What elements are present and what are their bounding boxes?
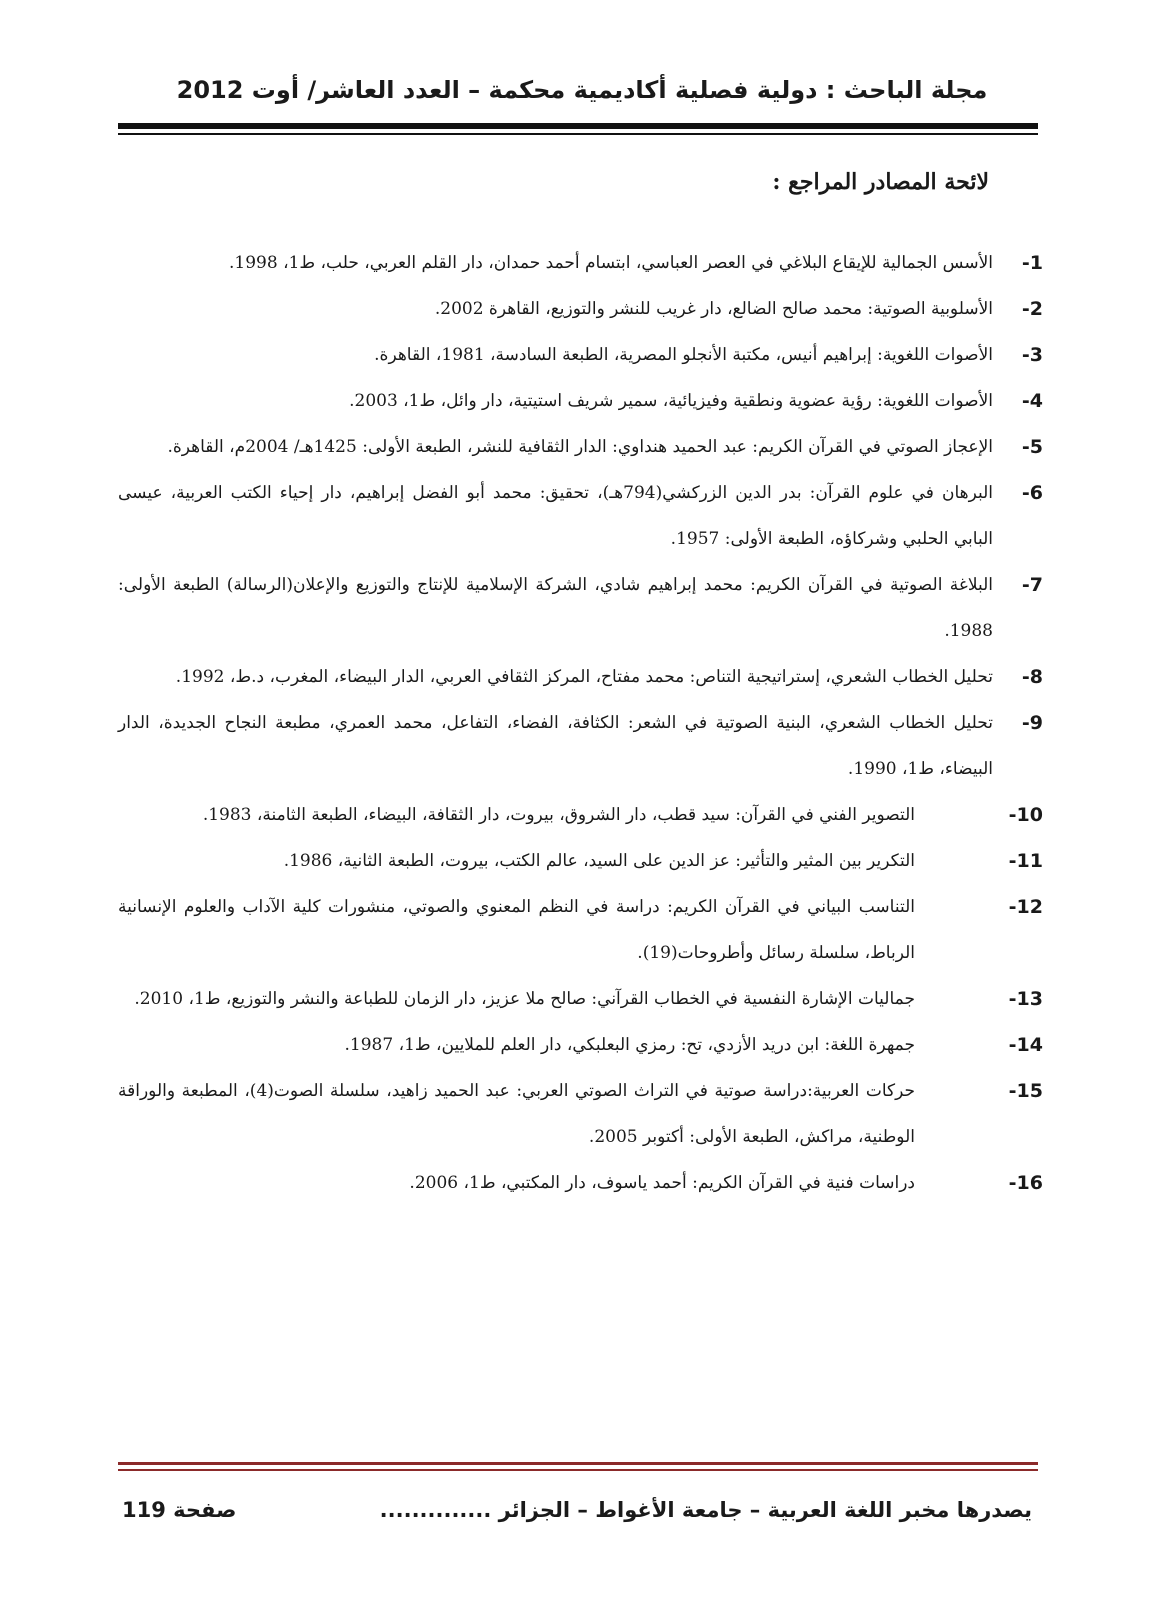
reference-text: الأصوات اللغوية: رؤية عضوية ونطقية وفيزيائية، سمير شريف استيتية، دار وائل، ط1، 2003. bbox=[349, 391, 993, 411]
reference-text: الإعجاز الصوتي في القرآن الكريم: عبد الحميد هنداوي: الدار الثقافية للنشر، الطبعة الأولى: 1425هـ/ 2004م، القاهرة. bbox=[167, 437, 993, 457]
reference-number: -16 bbox=[1008, 1172, 1043, 1194]
header-rule-thin bbox=[118, 133, 1038, 135]
page-number: صفحة 119 bbox=[122, 1498, 237, 1522]
reference-item bbox=[118, 838, 1043, 884]
reference-text: التناسب البياني في القرآن الكريم: دراسة في النظم المعنوي والصوتي، منشورات كلية الآداب والعلوم الإنسانية الرباط، سلسلة رسائل وأطروحات(19). bbox=[118, 897, 915, 963]
reference-number: -14 bbox=[1008, 1034, 1043, 1056]
reference-item bbox=[118, 700, 1043, 792]
reference-number: -4 bbox=[1021, 390, 1043, 412]
reference-text: جماليات الإشارة النفسية في الخطاب القرآني: صالح ملا عزيز، دار الزمان للطباعة والنشر والتوزيع، ط1، 2010. bbox=[134, 989, 915, 1009]
reference-number: -2 bbox=[1021, 298, 1043, 320]
reference-item bbox=[118, 1068, 1043, 1160]
footer-rule-top bbox=[118, 1462, 1038, 1465]
reference-item bbox=[118, 286, 1043, 332]
reference-text: الأسلوبية الصوتية: محمد صالح الضالع، دار غريب للنشر والتوزيع، القاهرة 2002. bbox=[434, 299, 993, 319]
reference-text: البلاغة الصوتية في القرآن الكريم: محمد إبراهيم شادي، الشركة الإسلامية للإنتاج والتوزيع والإعلان(الرسالة) الطبعة الأولى: 1988. bbox=[118, 575, 993, 641]
reference-number: -10 bbox=[1008, 804, 1043, 826]
reference-number: -3 bbox=[1021, 344, 1043, 366]
reference-item bbox=[118, 884, 1043, 976]
reference-item bbox=[118, 792, 1043, 838]
reference-number: -5 bbox=[1021, 436, 1043, 458]
reference-number: -12 bbox=[1008, 896, 1043, 918]
reference-text: تحليل الخطاب الشعري، البنية الصوتية في الشعر: الكثافة، الفضاء، التفاعل، محمد العمري، مطبعة النجاح الجديدة، الدار البيضاء، ط1، 1990. bbox=[118, 713, 993, 779]
reference-item bbox=[118, 240, 1043, 286]
reference-text: التصوير الفني في القرآن: سيد قطب، دار الشروق، بيروت، دار الثقافة، البيضاء، الطبعة الثامنة، 1983. bbox=[202, 805, 915, 825]
reference-text: التكرير بين المثير والتأثير: عز الدين على السيد، عالم الكتب، بيروت، الطبعة الثانية، 1986. bbox=[283, 851, 915, 871]
reference-text: الأسس الجمالية للإيقاع البلاغي في العصر العباسي، ابتسام أحمد حمدان، دار القلم العربي، حلب، ط1، 1998. bbox=[229, 253, 993, 273]
reference-item bbox=[118, 562, 1043, 654]
reference-item bbox=[118, 470, 1043, 562]
header-rule-thick bbox=[118, 123, 1038, 129]
reference-item bbox=[118, 654, 1043, 700]
footer-rule-bottom bbox=[118, 1469, 1038, 1471]
reference-item bbox=[118, 1160, 1043, 1206]
reference-text: حركات العربية:دراسة صوتية في التراث الصوتي العربي: عبد الحميد زاهيد، سلسلة الصوت(4)، المطبعة والوراقة الوطنية، مراكش، الطبعة الأولى: أكتوبر 2005. bbox=[118, 1081, 915, 1147]
reference-number: -1 bbox=[1021, 252, 1043, 274]
reference-item bbox=[118, 976, 1043, 1022]
reference-text: دراسات فنية في القرآن الكريم: أحمد ياسوف، دار المكتبي، ط1، 2006. bbox=[409, 1173, 915, 1193]
reference-number: -13 bbox=[1008, 988, 1043, 1010]
journal-header bbox=[122, 70, 1042, 110]
reference-item bbox=[118, 424, 1043, 470]
reference-number: -8 bbox=[1021, 666, 1043, 688]
page-footer bbox=[122, 1488, 1032, 1532]
journal-title: مجلة الباحث : دولية فصلية أكاديمية محكمة – العدد العاشر/ أوت 2012 bbox=[176, 76, 988, 104]
reference-item bbox=[118, 1022, 1043, 1068]
reference-text: البرهان في علوم القرآن: بدر الدين الزركشي(794هـ)، تحقيق: محمد أبو الفضل إبراهيم، دار إحياء الكتب العربية، عيسى البابي الحلبي وشركاؤه، الطبعة الأولى: 1957. bbox=[118, 483, 993, 549]
reference-number: -7 bbox=[1021, 574, 1043, 596]
reference-item bbox=[118, 378, 1043, 424]
reference-text: جمهرة اللغة: ابن دريد الأزدي، تح: رمزي البعلبكي، دار العلم للملايين، ط1، 1987. bbox=[344, 1035, 915, 1055]
reference-number: -15 bbox=[1008, 1080, 1043, 1102]
reference-item bbox=[118, 332, 1043, 378]
section-title: لائحة المصادر المراجع : bbox=[772, 169, 989, 195]
footer-publisher: يصدرها مخبر اللغة العربية – جامعة الأغواط – الجزائر .............. bbox=[379, 1498, 1032, 1522]
reference-text: الأصوات اللغوية: إبراهيم أنيس، مكتبة الأنجلو المصرية، الطبعة السادسة، 1981، القاهرة. bbox=[374, 345, 993, 365]
reference-number: -11 bbox=[1008, 850, 1043, 872]
references-list bbox=[118, 240, 1043, 1206]
reference-number: -6 bbox=[1021, 482, 1043, 504]
reference-number: -9 bbox=[1021, 712, 1043, 734]
reference-text: تحليل الخطاب الشعري، إستراتيجية التناص: محمد مفتاح، المركز الثقافي العربي، الدار البيضاء، المغرب، د.ط، 1992. bbox=[175, 667, 993, 687]
